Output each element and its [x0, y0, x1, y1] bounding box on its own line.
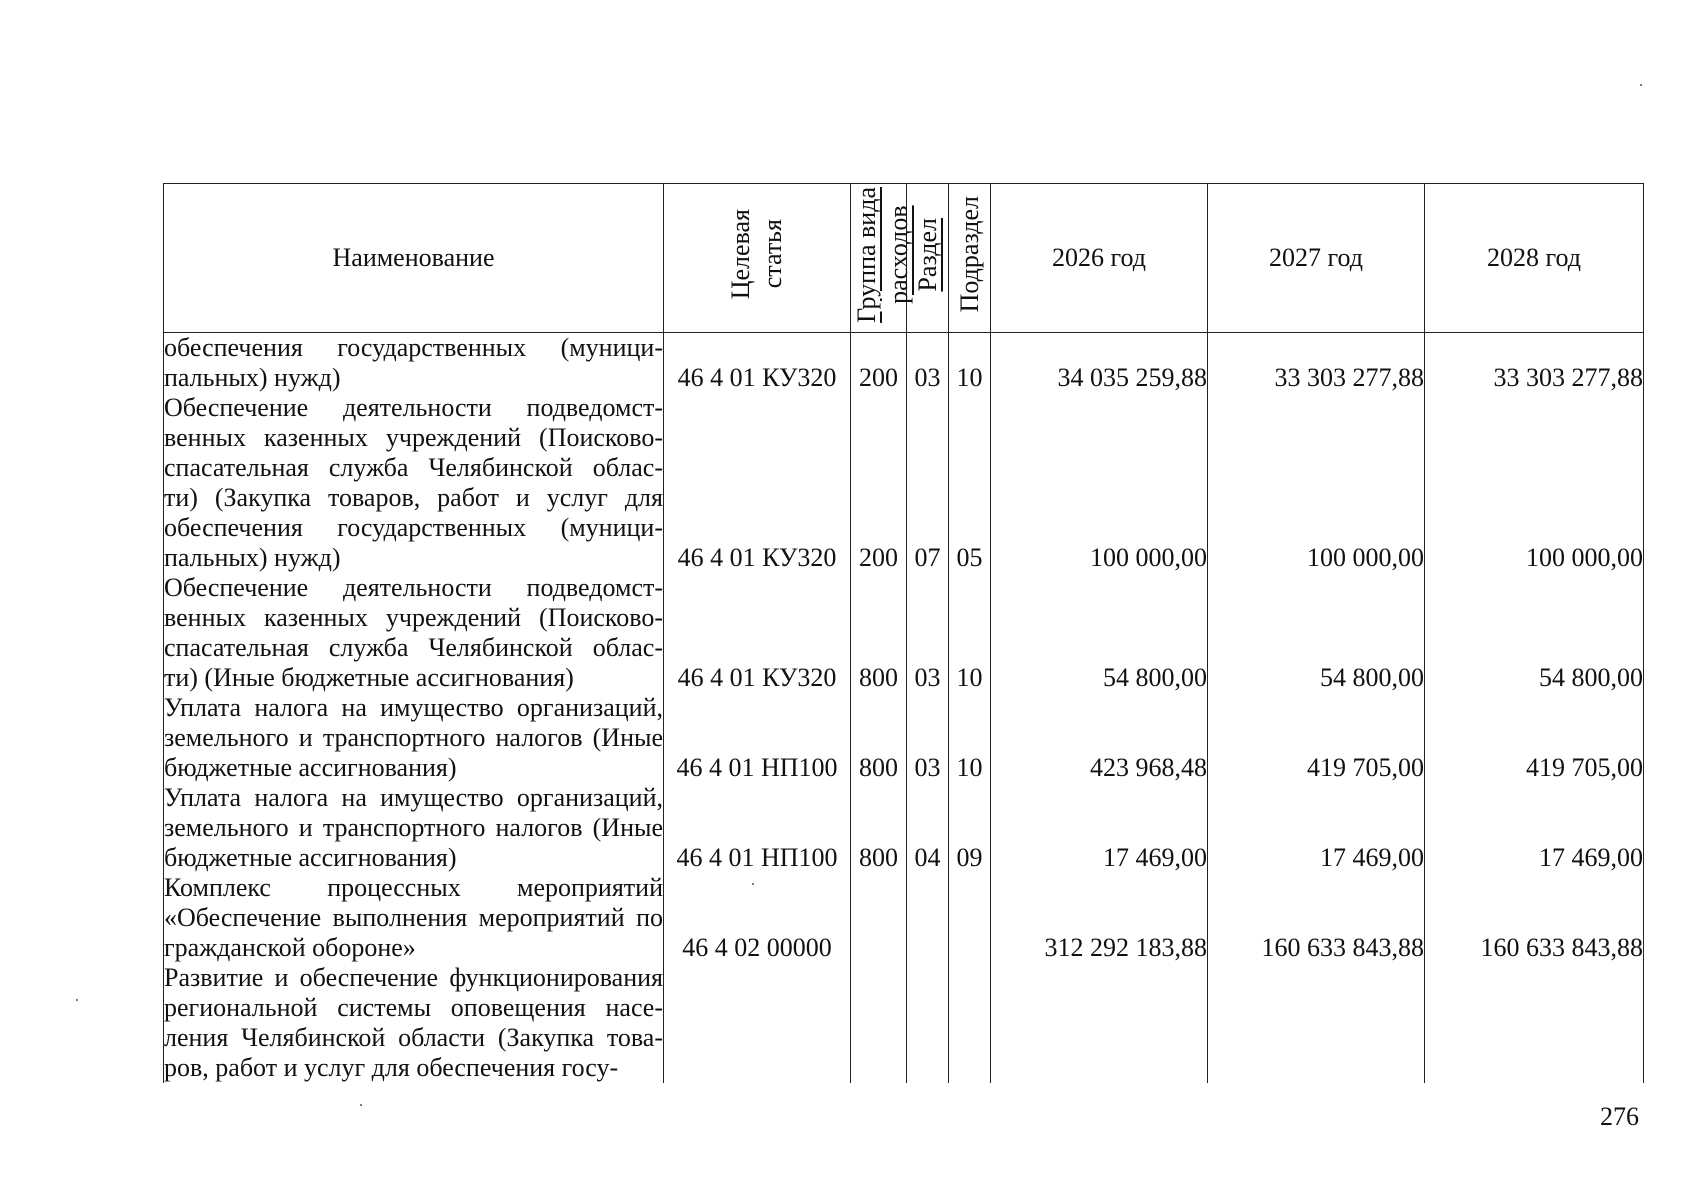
budget-table	[163, 183, 1644, 1083]
row-target-article: 46 4 01 КУ320	[664, 333, 851, 394]
scan-speck	[360, 1104, 362, 1106]
row-name-line: Обеспечение деятельности подведомст-	[164, 393, 663, 422]
header-target-article	[664, 184, 851, 333]
row-amount-2028: 54 800,00	[1425, 573, 1644, 693]
scan-speck	[752, 883, 754, 885]
row-name-line: венных казенных учреждений (Поисково-	[164, 603, 663, 632]
row-amount-2027	[1208, 963, 1425, 1083]
row-name-line: гражданской обороне»	[164, 933, 416, 962]
row-amount-2028: 17 469,00	[1425, 783, 1644, 873]
row-name-line: Уплата налога на имущество организаций,	[164, 783, 663, 812]
row-section: 04	[907, 783, 949, 873]
row-name-line: земельного и транспортного налогов (Иные	[164, 813, 663, 842]
row-name-line: земельного и транспортного налогов (Иные	[164, 723, 663, 752]
row-name-line: ти) (Закупка товаров, работ и услуг для	[164, 483, 663, 512]
row-subsection: 10	[949, 333, 991, 394]
row-subsection	[949, 963, 991, 1083]
table-row	[164, 873, 1644, 963]
row-name-line: пальных) нужд)	[164, 363, 341, 392]
row-name-line: Комплекс процессных мероприятий	[164, 873, 663, 902]
header-2027: 2027 год	[1208, 184, 1425, 333]
scan-speck	[1640, 84, 1642, 86]
row-name	[164, 393, 664, 573]
row-section: 07	[907, 393, 949, 573]
row-subsection: 10	[949, 693, 991, 783]
header-expense-group	[851, 184, 913, 333]
row-subsection: 10	[949, 573, 991, 693]
table-body	[164, 333, 1644, 1084]
row-name	[164, 963, 664, 1083]
row-section: 03	[907, 693, 949, 783]
row-target-article: 46 4 01 КУ320	[664, 573, 851, 693]
row-section	[907, 873, 949, 963]
row-amount-2028: 160 633 843,88	[1425, 873, 1644, 963]
header-2028: 2028 год	[1425, 184, 1644, 333]
row-amount-2028: 33 303 277,88	[1425, 333, 1644, 394]
row-name-line: региональной системы оповещения насе-	[164, 993, 663, 1022]
row-name-line: пальных) нужд)	[164, 543, 341, 572]
row-name	[164, 783, 664, 873]
table-row	[164, 573, 1644, 693]
row-name-line: Уплата налога на имущество организаций,	[164, 693, 663, 722]
row-subsection: 05	[949, 393, 991, 573]
row-section	[907, 963, 949, 1083]
row-section: 03	[907, 573, 949, 693]
row-amount-2026: 34 035 259,88	[991, 333, 1208, 394]
row-name-line: спасательная служба Челябинской облас-	[164, 633, 663, 662]
page-number: 276	[1600, 1102, 1639, 1131]
row-amount-2026: 17 469,00	[991, 783, 1208, 873]
row-name-line: Обеспечение деятельности подведомст-	[164, 573, 663, 602]
row-amount-2026: 100 000,00	[991, 393, 1208, 573]
row-amount-2028: 419 705,00	[1425, 693, 1644, 783]
row-name-line: венных казенных учреждений (Поисково-	[164, 423, 663, 452]
row-amount-2026: 423 968,48	[991, 693, 1208, 783]
row-name-line: обеспечения государственных (муници-	[164, 513, 663, 542]
row-expense-group: 800	[851, 573, 907, 693]
header-subsection	[949, 184, 991, 333]
header-target-article-label: Целевая статья	[726, 209, 787, 300]
row-name	[164, 333, 664, 394]
row-amount-2026	[991, 963, 1208, 1083]
row-name	[164, 873, 664, 963]
header-row	[164, 184, 1644, 333]
header-section-label: Раздел	[912, 217, 942, 292]
row-expense-group: 800	[851, 783, 907, 873]
header-expense-group-label: Группа вида расходов	[852, 186, 913, 323]
row-name-line: спасательная служба Челябинской облас-	[164, 453, 663, 482]
row-subsection	[949, 873, 991, 963]
row-amount-2027: 419 705,00	[1208, 693, 1425, 783]
table-row	[164, 783, 1644, 873]
row-name-line: Развитие и обеспечение функционирования	[164, 963, 663, 992]
row-target-article: 46 4 01 НП100	[664, 783, 851, 873]
row-expense-group: 800	[851, 693, 907, 783]
row-target-article: 46 4 01 НП100	[664, 693, 851, 783]
header-2026: 2026 год	[991, 184, 1208, 333]
row-name-line: ти) (Иные бюджетные ассигнования)	[164, 663, 574, 692]
row-name	[164, 573, 664, 693]
row-name-line: ления Челябинской области (Закупка това-	[164, 1023, 663, 1052]
header-name: Наименование	[164, 184, 664, 333]
table-row	[164, 693, 1644, 783]
row-expense-group	[851, 963, 907, 1083]
row-expense-group: 200	[851, 333, 907, 394]
row-section: 03	[907, 333, 949, 394]
row-target-article: 46 4 02 00000	[664, 873, 851, 963]
row-amount-2028	[1425, 963, 1644, 1083]
row-expense-group	[851, 873, 907, 963]
header-subsection-label: Подраздел	[954, 196, 984, 313]
row-name-line: ров, работ и услуг для обеспечения госу-	[164, 1053, 619, 1082]
row-amount-2027: 100 000,00	[1208, 393, 1425, 573]
scan-speck	[76, 999, 78, 1001]
row-amount-2027: 54 800,00	[1208, 573, 1425, 693]
row-amount-2027: 17 469,00	[1208, 783, 1425, 873]
row-target-article	[664, 963, 851, 1083]
row-name	[164, 693, 664, 783]
table-row	[164, 393, 1644, 573]
row-amount-2026: 312 292 183,88	[991, 873, 1208, 963]
row-amount-2027: 160 633 843,88	[1208, 873, 1425, 963]
row-amount-2027: 33 303 277,88	[1208, 333, 1425, 394]
row-name-line: обеспечения государственных (муници-	[164, 333, 663, 362]
row-name-line: «Обеспечение выполнения мероприятий по	[164, 903, 663, 932]
row-name-line: бюджетные ассигнования)	[164, 843, 457, 872]
row-target-article: 46 4 01 КУ320	[664, 393, 851, 573]
row-subsection: 09	[949, 783, 991, 873]
row-name-line: бюджетные ассигнования)	[164, 753, 457, 782]
row-amount-2028: 100 000,00	[1425, 393, 1644, 573]
row-expense-group: 200	[851, 393, 907, 573]
table-row	[164, 963, 1644, 1083]
table-row	[164, 333, 1644, 394]
row-amount-2026: 54 800,00	[991, 573, 1208, 693]
